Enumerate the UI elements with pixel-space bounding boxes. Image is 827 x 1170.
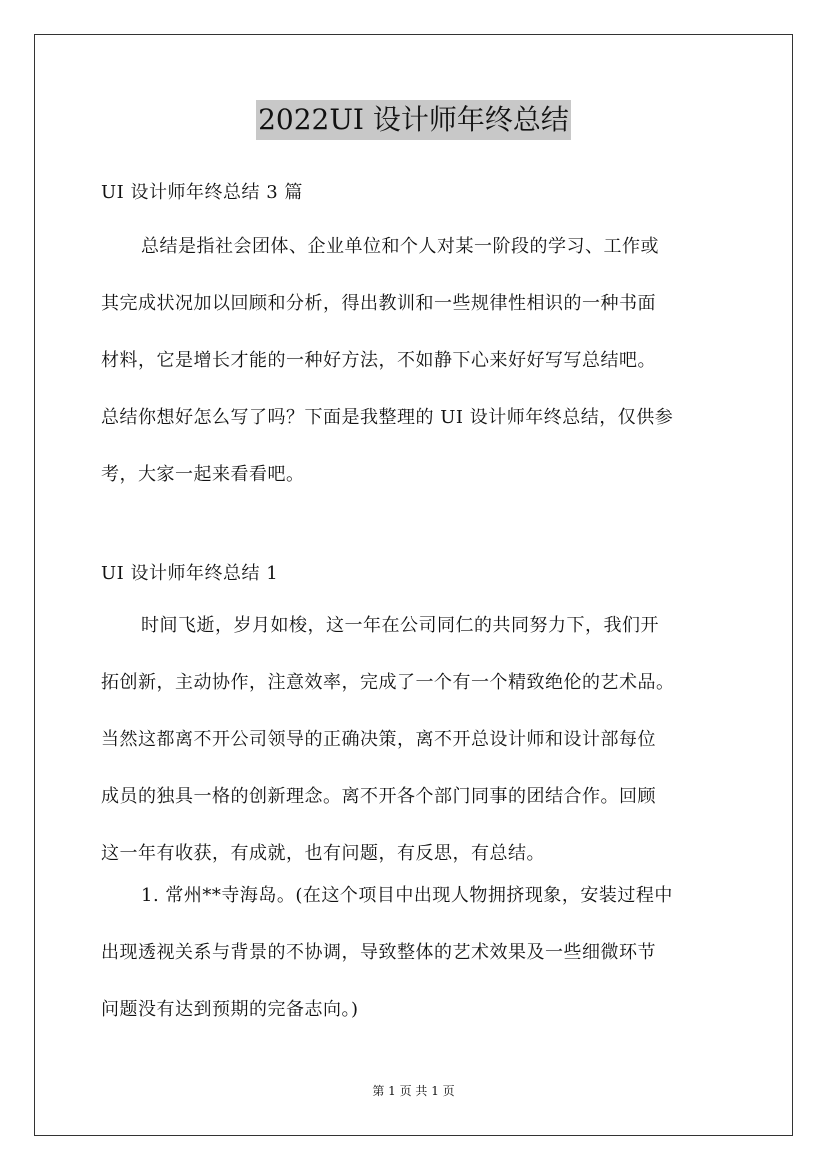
item1-line: 出现透视关系与背景的不协调，导致整体的艺术效果及一些细微环节 (101, 942, 656, 963)
section1-line: 成员的独具一格的创新理念。离不开各个部门同事的团结合作。回顾 (101, 786, 656, 807)
section1-line: 当然这都离不开公司领导的正确决策，离不开总设计师和设计部每位 (101, 729, 656, 750)
intro-line: 考，大家一起来看看吧。 (101, 464, 305, 485)
intro-line: 总结是指社会团体、企业单位和个人对某一阶段的学习、工作或 (141, 236, 659, 257)
item1-line: 问题没有达到预期的完备志向。) (101, 999, 359, 1020)
section1-heading: UI 设计师年终总结 1 (101, 563, 279, 584)
section1-line: 时间飞逝，岁月如梭，这一年在公司同仁的共同努力下，我们开 (141, 615, 659, 636)
intro-line: 材料，它是增长才能的一种好方法，不如静下心来好好写写总结吧。 (101, 350, 656, 371)
section1-line: 这一年有收获，有成就，也有问题，有反思，有总结。 (101, 843, 545, 864)
intro-paragraph (101, 218, 731, 503)
intro-line: 其完成状况加以回顾和分析，得出教训和一些规律性相识的一种书面 (101, 293, 656, 314)
section1-line: 拓创新，主动协作，注意效率，完成了一个有一个精致绝伦的艺术品。 (101, 672, 675, 693)
document-title: 2022UI 设计师年终总结 (256, 100, 571, 140)
title-wrap (0, 100, 827, 140)
item1-line: 1. 常州**寺海岛。(在这个项目中出现人物拥挤现象，安装过程中 (141, 885, 673, 906)
intro-line: 总结你想好怎么写了吗？下面是我整理的 UI 设计师年终总结，仅供参 (101, 407, 674, 428)
section1-paragraph (101, 597, 731, 882)
item1-paragraph (101, 867, 731, 1038)
subtitle: UI 设计师年终总结 3 篇 (101, 182, 303, 203)
page-footer: 第 1 页 共 1 页 (372, 1084, 455, 1098)
